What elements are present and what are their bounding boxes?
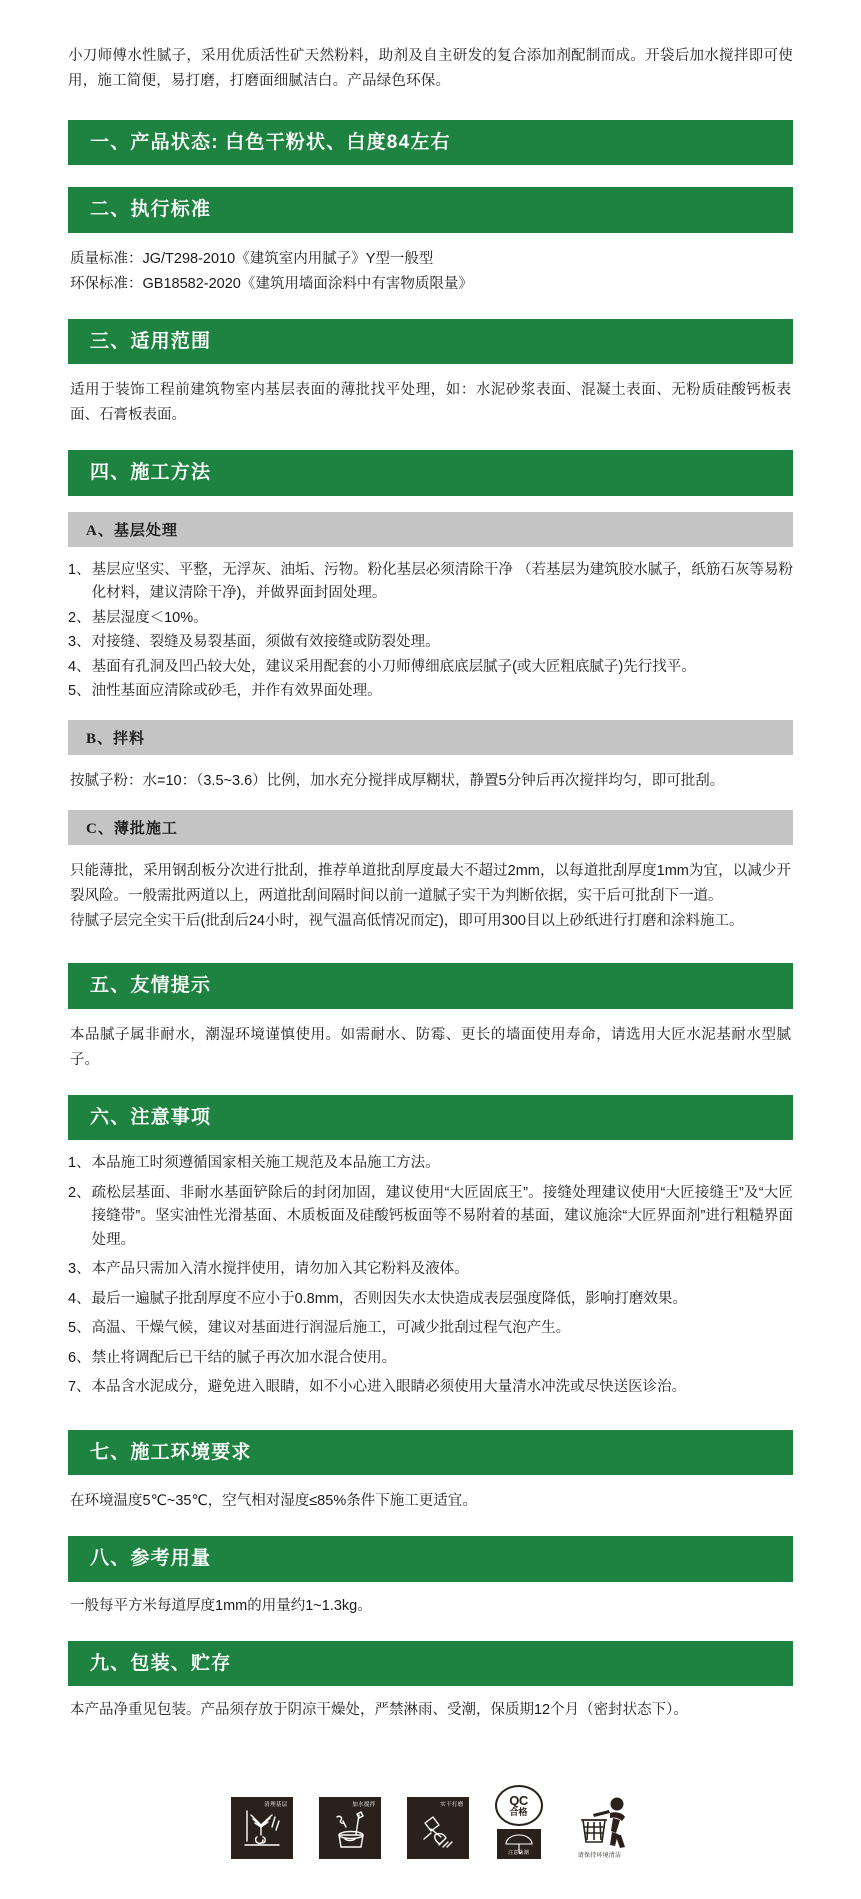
subsection-heading-b: B、拌料 xyxy=(68,720,793,755)
section-heading-3: 三、适用范围 xyxy=(68,319,793,365)
section-packaging-storage xyxy=(68,1641,793,1723)
section-friendly-tips xyxy=(68,963,793,1072)
qc-certification-group xyxy=(495,1785,543,1859)
list-item xyxy=(68,1258,793,1281)
list-item xyxy=(68,1182,793,1252)
subsection-heading-a: A、基层处理 xyxy=(68,512,793,547)
thin-application-para-2: 待腻子层完全实干后(批刮后24小时，视气温高低情况而定)，即可用300目以上砂纸进行打磨和涂料施工。 xyxy=(70,912,744,929)
list-item xyxy=(68,607,793,630)
quality-standard-line: 质量标准：JG/T298-2010《建筑室内用腻子》Y型一般型 xyxy=(70,250,434,267)
list-item xyxy=(68,631,793,654)
list-number: 6、 xyxy=(68,1349,91,1366)
list-item xyxy=(68,1347,793,1370)
list-text: 基层湿度＜10%。 xyxy=(91,609,208,626)
thin-application-body xyxy=(68,845,793,934)
list-number: 4、 xyxy=(68,658,91,675)
section-heading-9: 九、包装、贮存 xyxy=(68,1641,793,1687)
list-text: 基层应坚实、平整，无浮灰、油垢、污物。粉化基层必须清除干净 （若基层为建筑胶水腻子，纸筋石灰等易粉化材料，建议清除干净)，并做界面封固处理。 xyxy=(91,561,793,602)
environmental-standard-line: 环保标准：GB18582-2020《建筑用墙面涂料中有害物质限量》 xyxy=(70,275,473,292)
list-text: 本品施工时须遵循国家相关施工规范及本品施工方法。 xyxy=(91,1155,440,1172)
list-text: 本产品只需加入清水搅拌使用，请勿加入其它粉料及液体。 xyxy=(91,1261,469,1278)
keep-dry-icon xyxy=(497,1829,541,1859)
intro-paragraph: 小刀师傅水性腻子，采用优质活性矿天然粉料，助剂及自主研发的复合添加剂配制而成。开袋后加水搅拌即可使用，施工简便，易打磨，打磨面细腻洁白。产品绿色环保。 xyxy=(68,48,793,89)
section-consumption xyxy=(68,1536,793,1618)
section-heading-1: 一、产品状态: 白色干粉状、白度84左右 xyxy=(68,120,793,166)
list-number: 2、 xyxy=(68,609,91,626)
scope-body: 适用于装饰工程前建筑物室内基层表面的薄批找平处理，如：水泥砂浆表面、混凝土表面、无粉质硅酸钙板表面、石膏板表面。 xyxy=(70,382,791,424)
list-item xyxy=(68,1317,793,1340)
keep-clean-label: 请保持环境清洁 xyxy=(577,1853,622,1860)
section-heading-7: 七、施工环境要求 xyxy=(68,1430,793,1476)
list-text: 基面有孔洞及凹凸较大处，建议采用配套的小刀师傅细底底层腻子(或大匠粗底腻子)先行找平。 xyxy=(91,658,696,675)
standards-body xyxy=(68,233,793,297)
list-item xyxy=(68,680,793,703)
add-water-stir-label: 加水搅拌 xyxy=(352,1802,376,1809)
section-standards xyxy=(68,187,793,296)
list-text: 高温、干燥气候，建议对基面进行润湿后施工，可减少批刮过程气泡产生。 xyxy=(91,1320,571,1337)
list-number: 5、 xyxy=(68,1320,91,1337)
qc-top-text: QC xyxy=(509,1793,528,1809)
environment-body: 在环境温度5℃~35℃，空气相对湿度≤85%条件下施工更适宜。 xyxy=(70,1493,477,1510)
list-text: 最后一遍腻子批刮厚度不应小于0.8mm，否则因失水太快造成表层强度降低，影响打磨效果。 xyxy=(91,1290,687,1307)
list-number: 3、 xyxy=(68,1261,91,1278)
section-product-state xyxy=(68,120,793,166)
list-text: 禁止将调配后已干结的腻子再次加水混合使用。 xyxy=(91,1349,397,1366)
section-construction-method xyxy=(68,450,793,933)
keep-dry-label: 注意防潮 xyxy=(508,1850,529,1857)
list-text: 对接缝、裂缝及易裂基面，须做有效接缝或防裂处理。 xyxy=(91,634,440,651)
clean-base-label: 清理基层 xyxy=(264,1802,288,1809)
section-precautions xyxy=(68,1095,793,1400)
precautions-list xyxy=(68,1152,793,1399)
list-item xyxy=(68,1152,793,1175)
section-heading-5: 五、友情提示 xyxy=(68,963,793,1009)
list-text: 油性基面应清除或砂毛，并作有效界面处理。 xyxy=(91,683,382,700)
list-item xyxy=(68,559,793,606)
subsection-base-treatment xyxy=(68,512,793,704)
section-heading-2: 二、执行标准 xyxy=(68,187,793,233)
section-environment xyxy=(68,1430,793,1514)
friendly-tips-body: 本品腻子属非耐水，潮湿环境谨慎使用。如需耐水、防霉、更长的墙面使用寿命，请选用大匠水泥基耐水型腻子。 xyxy=(70,1027,791,1068)
subsection-mixing xyxy=(68,720,793,794)
section-heading-6: 六、注意事项 xyxy=(68,1095,793,1141)
qc-bottom-text: 合格 xyxy=(509,1807,528,1818)
list-text: 本品含水泥成分，避免进入眼睛，如不小心进入眼睛必须使用大量清水冲洗或尽快送医诊治。 xyxy=(91,1379,687,1396)
list-number: 1、 xyxy=(68,1155,91,1172)
clean-base-icon xyxy=(231,1797,293,1859)
list-text: 疏松层基面、非耐水基面铲除后的封闭加固，建议使用“大匠固底王”。接缝处理建议使用“大匠接缝王”及“大匠接缝带”。坚实油性光滑基面、木质板面及硅酸钙板面等不易附着的基面，建议施涂“大匠界面剂”进行粗糙界面处理。 xyxy=(91,1184,793,1248)
list-number: 3、 xyxy=(68,634,91,651)
base-treatment-list xyxy=(68,559,793,704)
thin-application-para-1: 只能薄批，采用钢刮板分次进行批刮，推荐单道批刮厚度最大不超过2mm，以每道批刮厚度1mm为宜，以减少开裂风险。一般需批两道以上，两道批刮间隔时间以前一道腻子实干为判断依据，实干后可批刮下一道。 xyxy=(70,862,791,904)
keep-clean-group xyxy=(569,1796,631,1859)
consumption-body: 一般每平方米每道厚度1mm的用量约1~1.3kg。 xyxy=(70,1597,372,1614)
list-number: 2、 xyxy=(68,1184,91,1201)
qc-pass-badge xyxy=(495,1785,543,1826)
list-number: 5、 xyxy=(68,683,91,700)
list-number: 1、 xyxy=(68,561,91,578)
mixing-body: 按腻子粉：水=10：（3.5~3.6）比例，加水充分搅拌成厚糊状，静置5分钟后再次搅拌均匀，即可批刮。 xyxy=(70,772,725,789)
dry-sanding-icon xyxy=(407,1797,469,1859)
list-item xyxy=(68,1288,793,1311)
list-number: 4、 xyxy=(68,1290,91,1307)
add-water-stir-icon xyxy=(319,1797,381,1859)
list-item xyxy=(68,1376,793,1399)
subsection-heading-c: C、薄批施工 xyxy=(68,810,793,845)
dry-sanding-label: 实干打磨 xyxy=(440,1802,464,1809)
list-number: 7、 xyxy=(68,1379,91,1396)
list-item xyxy=(68,656,793,679)
section-heading-4: 四、施工方法 xyxy=(68,450,793,496)
pictogram-row xyxy=(68,1723,793,1899)
section-scope xyxy=(68,319,793,428)
section-heading-8: 八、参考用量 xyxy=(68,1536,793,1582)
subsection-thin-application xyxy=(68,810,793,934)
litter-bin-icon xyxy=(569,1796,631,1848)
packaging-storage-body: 本产品净重见包装。产品须存放于阴凉干燥处，严禁淋雨、受潮，保质期12个月（密封状态下）。 xyxy=(70,1702,688,1719)
